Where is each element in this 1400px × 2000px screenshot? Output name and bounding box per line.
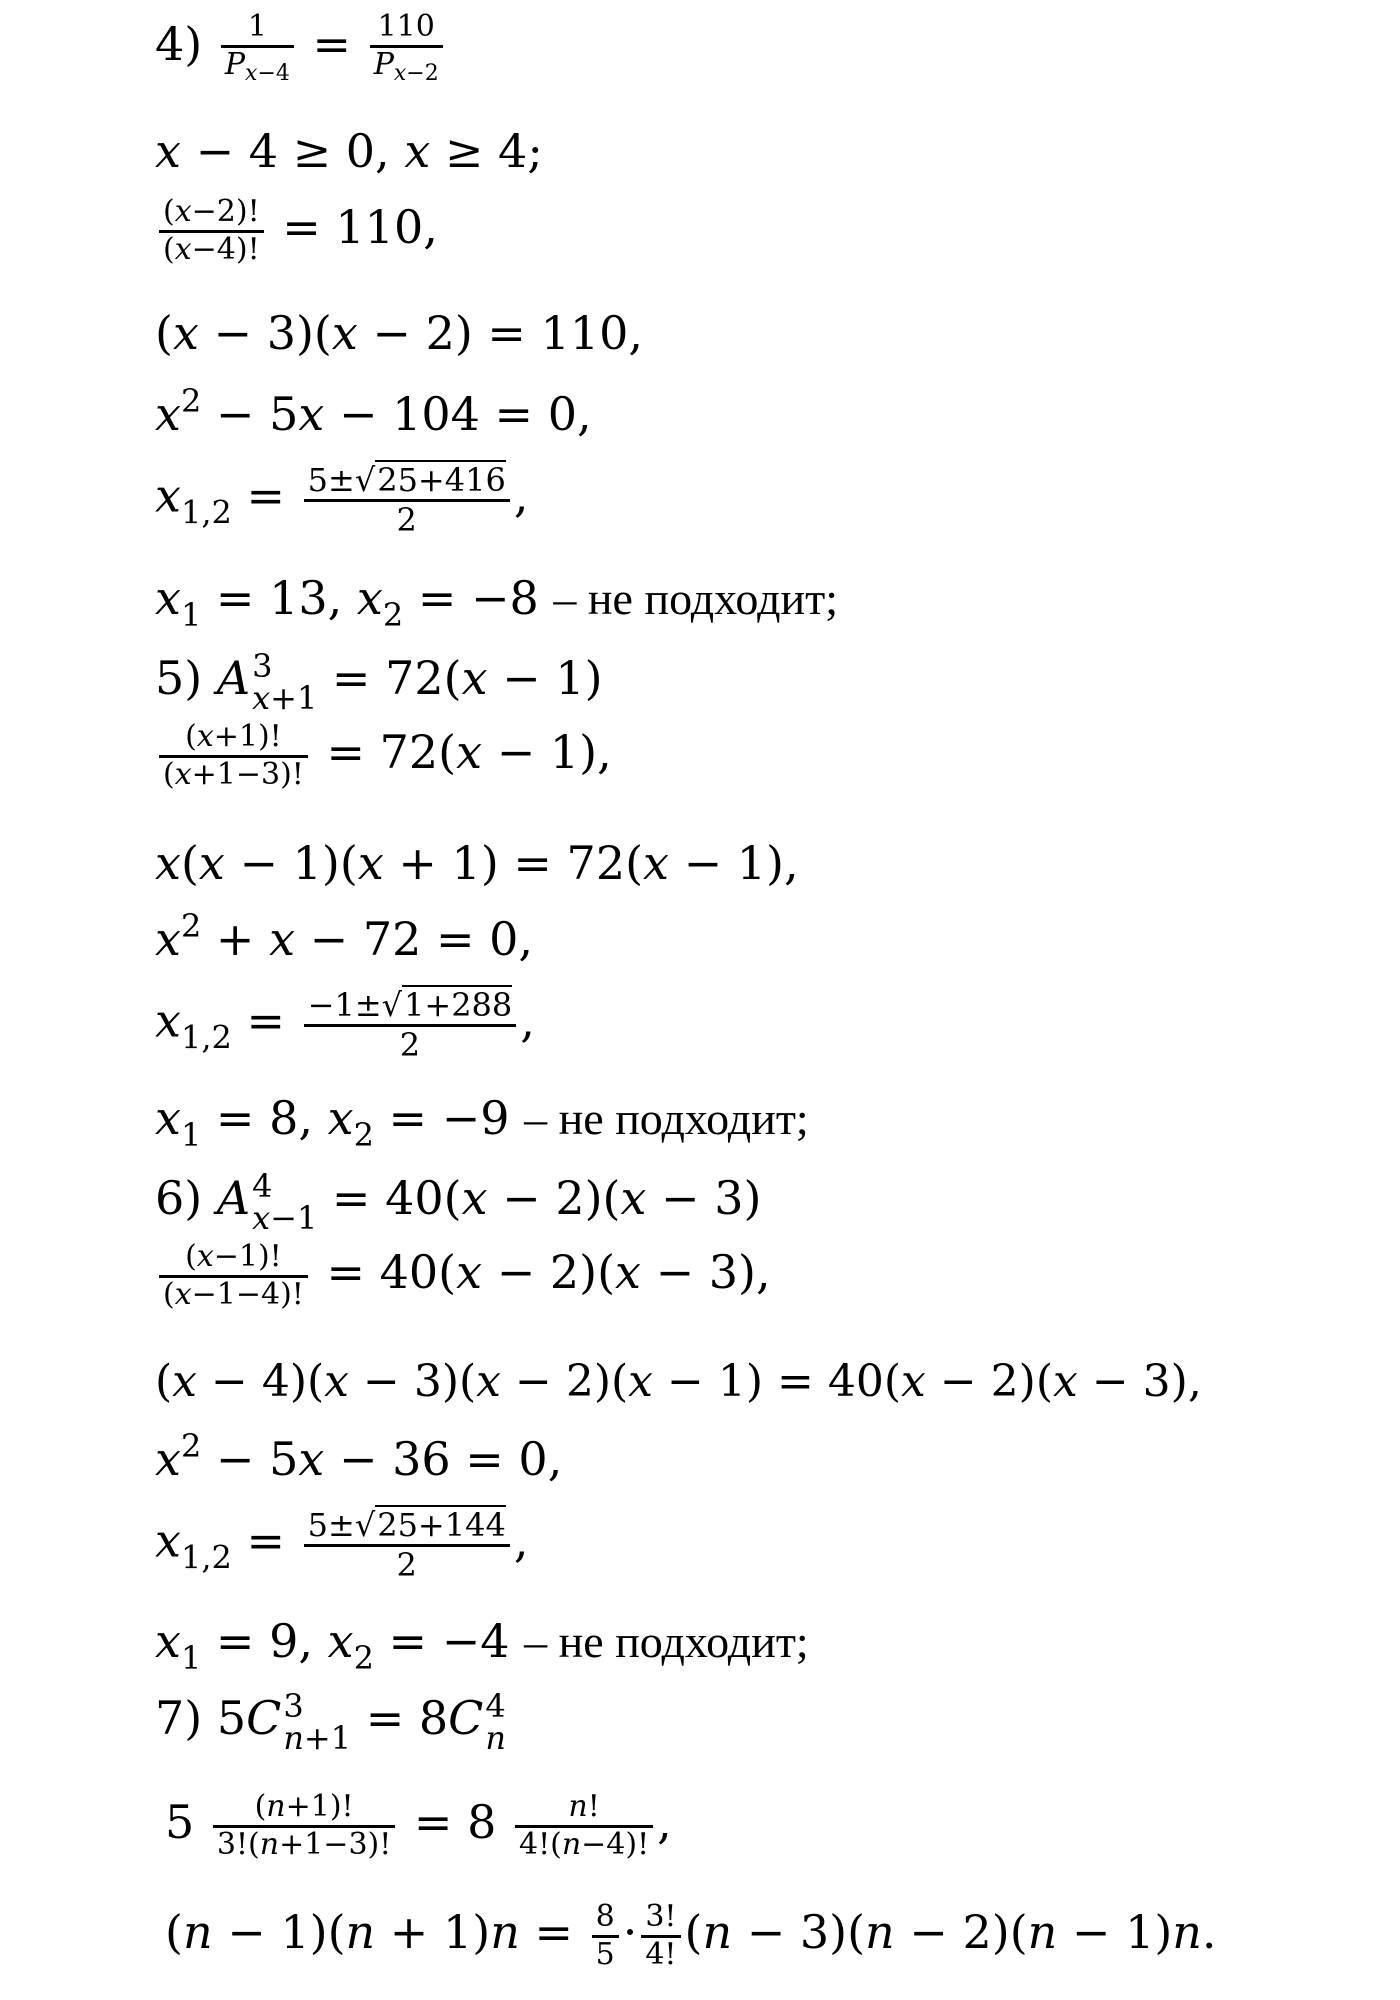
domain-condition: x − 4 ≥ 0, x ≥ 4;: [155, 124, 543, 178]
factorial-ratio-5: $\frac{(x+1)!}{(x+1-3)!}$ = 72(x − 1),: [155, 720, 612, 792]
final-equation-7: (n − 1)(n + 1)n = $\frac{8}{5}$ · $\frac{3!}{4!}$ (n − 3)(n − 2)(n − 1)n.: [165, 1899, 1217, 1972]
problem-4-header: 4) $\frac{1}{P_{x-4}}$ = $\frac{110}{P_{x-2}}$: [155, 10, 447, 86]
roots-formula-5: $x_{1,2}$ = $\frac{-1\pm√1+288}{2}$ ,: [155, 986, 535, 1064]
product-equation-4: (x − 3)(x − 2) = 110,: [155, 306, 644, 360]
factorial-ratio-6: $\frac{(x-1)!}{(x-1-4)!}$ = 40(x − 2)(x − 3),: [155, 1240, 771, 1312]
roots-5: $x_1 = 8$, $x_2 = -9$ – не подходит;: [155, 1091, 809, 1154]
roots-4: $x_1 = 13$, $x_2 = -8$ – не подходит;: [155, 571, 838, 634]
roots-formula-4: $x_{1,2}$ = $\frac{5\pm√25+416}{2}$ ,: [155, 461, 529, 539]
roots-6: $x_1 = 9$, $x_2 = -4$ – не подходит;: [155, 1614, 809, 1677]
problem-7-header: 7) 5C 3 n+1 = 8C 4 n: [155, 1687, 506, 1757]
factorial-ratio-7: 5 $\frac{(n+1)!}{3!(n+1-3)!}$ = 8 $\frac{n!}{4!(n-4)!}$ ,: [165, 1789, 672, 1862]
quadratic-6: $x^2 - 5x - 36 = 0$,: [155, 1427, 563, 1486]
product-equation-6: (x − 4)(x − 3)(x − 2)(x − 1) = 40(x − 2)(x − 3),: [155, 1356, 1202, 1407]
quadratic-4: $x^2 - 5x - 104 = 0$,: [155, 382, 592, 441]
product-equation-5: x(x − 1)(x + 1) = 72(x − 1),: [155, 836, 799, 890]
factorial-ratio-4: $\frac{(x-2)!}{(x-4)!}$ = 110,: [155, 195, 438, 267]
problem-5-header: 5) A 3 x+1 = 72(x − 1): [155, 647, 603, 717]
problem-6-header: 6) A 4 x−1 = 40(x − 2)(x − 3): [155, 1167, 762, 1237]
roots-formula-6: $x_{1,2}$ = $\frac{5\pm√25+144}{2}$ ,: [155, 1506, 529, 1584]
quadratic-5: $x^2 + x - 72 = 0$,: [155, 907, 534, 966]
